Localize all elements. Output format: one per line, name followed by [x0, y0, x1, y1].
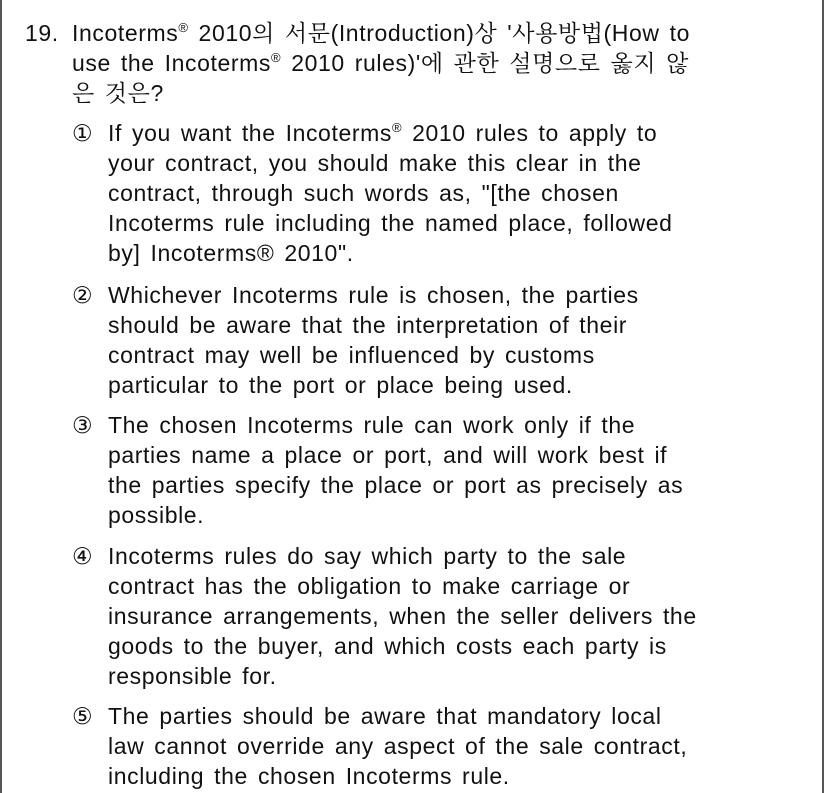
question-text: 2010 rules)'에 관한 설명으로 옳지 않: [281, 50, 689, 76]
question-text: 은 것은?: [72, 80, 164, 106]
option-4-line: responsible for.: [108, 663, 277, 689]
question-number: 19.: [25, 20, 59, 46]
right-border: [822, 0, 824, 793]
question-line: [72, 78, 164, 108]
option-5-line: law cannot override any aspect of the sale contract,: [108, 733, 688, 759]
option-marker-5: ⑤: [72, 703, 93, 729]
option-marker-4: ④: [72, 543, 93, 569]
option-2-line: Whichever Incoterms rule is chosen, the parties: [108, 282, 639, 308]
option-1-line: your contract, you should make this clear in the: [108, 150, 642, 176]
option-5-line: The parties should be aware that mandatory local: [108, 703, 662, 729]
option-3-line: the parties specify the place or port as precisely as: [108, 472, 684, 498]
option-marker-2: ②: [72, 282, 93, 308]
option-5-line: including the chosen Incoterms rule.: [108, 763, 510, 789]
option-1-line: contract, through such words as, "[the chosen: [108, 180, 619, 206]
option-4-line: Incoterms rules do say which party to the sale: [108, 543, 627, 569]
option-3-line: possible.: [108, 502, 205, 528]
option-marker-3: ③: [72, 412, 93, 438]
option-1-line: [108, 118, 657, 148]
option-4-line: goods to the buyer, and which costs each party is: [108, 633, 667, 659]
question-line: [72, 48, 689, 78]
option-1-line: Incoterms rule including the named place, followed: [108, 210, 673, 236]
option-2-line: particular to the port or place being used.: [108, 372, 573, 398]
option-1-line: by] Incoterms® 2010".: [108, 240, 354, 266]
option-marker-1: ①: [72, 120, 93, 146]
question-text: 2010의 서문(Introduction)상 '사용방법(How to: [188, 20, 690, 46]
registered-mark: ®: [271, 50, 282, 65]
option-3-line: The chosen Incoterms rule can work only if the: [108, 412, 636, 438]
left-border: [0, 0, 2, 793]
option-4-line: contract has the obligation to make carriage or: [108, 573, 631, 599]
question-line: [72, 18, 690, 48]
registered-mark: ®: [391, 120, 403, 135]
option-text: If you want the Incoterms: [108, 120, 392, 146]
question-text: use the Incoterms: [72, 50, 272, 76]
question-text: Incoterms: [72, 20, 179, 46]
option-2-line: should be aware that the interpretation of their: [108, 312, 628, 338]
registered-mark: ®: [178, 20, 189, 35]
option-text: 2010 rules to apply to: [402, 120, 658, 146]
option-3-line: parties name a place or port, and will work best if: [108, 442, 668, 468]
option-4-line: insurance arrangements, when the seller delivers the: [108, 603, 697, 629]
option-2-line: contract may well be influenced by customs: [108, 342, 595, 368]
